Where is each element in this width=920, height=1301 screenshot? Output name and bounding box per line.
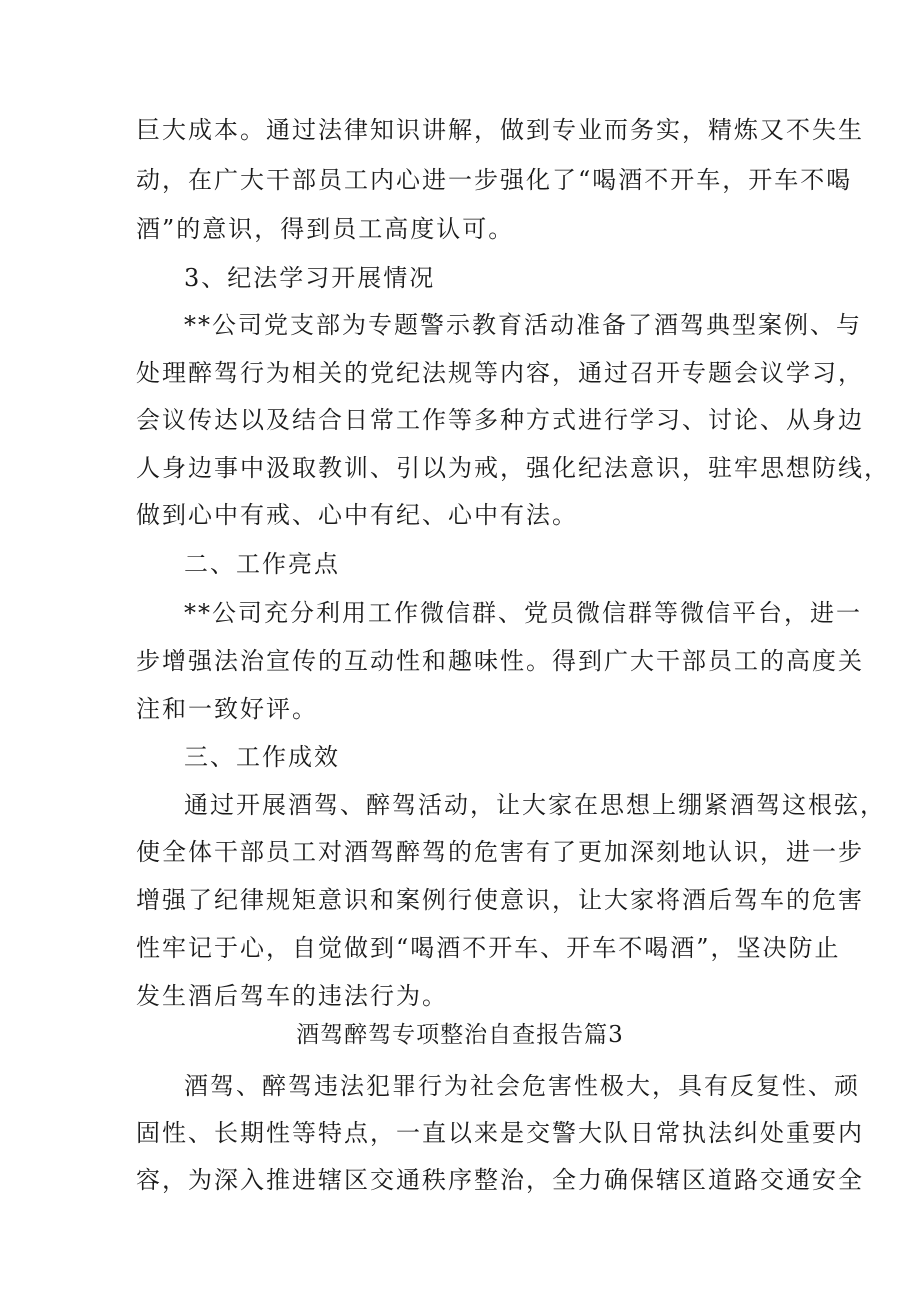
paragraph-line: 酒”的意识，得到员工高度认可。 <box>136 215 515 243</box>
section-title: 酒驾醉驾专项整治自查报告篇3 <box>296 1022 624 1048</box>
paragraph-line: 处理醉驾行为相关的党纪法规等内容，通过召开专题会议学习， <box>136 359 864 387</box>
paragraph-line: 巨大成本。通过法律知识讲解，做到专业而务实，精炼又不失生 <box>136 116 864 144</box>
paragraph-line: 人身边事中汲取教训、引以为戒，强化纪法意识，驻牢思想防线， <box>136 454 890 482</box>
paragraph-line: 通过开展酒驾、醉驾活动，让大家在思想上绷紧酒驾这根弦， <box>184 791 886 819</box>
paragraph-line: 步增强法治宣传的互动性和趣味性。得到广大干部员工的高度关 <box>136 647 864 675</box>
section-heading-two: 二、工作亮点 <box>184 550 340 578</box>
paragraph-line: 做到心中有戒、心中有纪、心中有法。 <box>136 501 578 529</box>
paragraph-line: **公司充分利用工作微信群、党员微信群等微信平台，进一 <box>184 599 862 627</box>
paragraph-line: 注和一致好评。 <box>136 695 318 723</box>
paragraph-line: 使全体干部员工对酒驾醉驾的危害有了更加深刻地认识，进一步 <box>136 838 864 866</box>
paragraph-line: 动，在广大干部员工内心进一步强化了“喝酒不开车，开车不喝 <box>136 166 853 194</box>
paragraph-line: 固性、长期性等特点，一直以来是交警大队日常执法纠处重要内 <box>136 1119 864 1147</box>
section-heading-three: 三、工作成效 <box>184 743 340 771</box>
paragraph-line: 发生酒后驾车的违法行为。 <box>136 982 448 1010</box>
paragraph-line: 酒驾、醉驾违法犯罪行为社会危害性极大，具有反复性、顽 <box>184 1072 860 1100</box>
paragraph-line: 增强了纪律规矩意识和案例行使意识，让大家将酒后驾车的危害 <box>136 886 864 914</box>
subheading-3: 3、纪法学习开展情况 <box>184 264 436 292</box>
paragraph-line: 容，为深入推进辖区交通秩序整治，全力确保辖区道路交通安全 <box>136 1166 864 1194</box>
paragraph-line: **公司党支部为专题警示教育活动准备了酒驾典型案例、与 <box>184 311 862 339</box>
paragraph-line: 性牢记于心，自觉做到“喝酒不开车、开车不喝酒”，坚决防止 <box>136 934 841 962</box>
paragraph-line: 会议传达以及结合日常工作等多种方式进行学习、讨论、从身边 <box>136 406 864 434</box>
